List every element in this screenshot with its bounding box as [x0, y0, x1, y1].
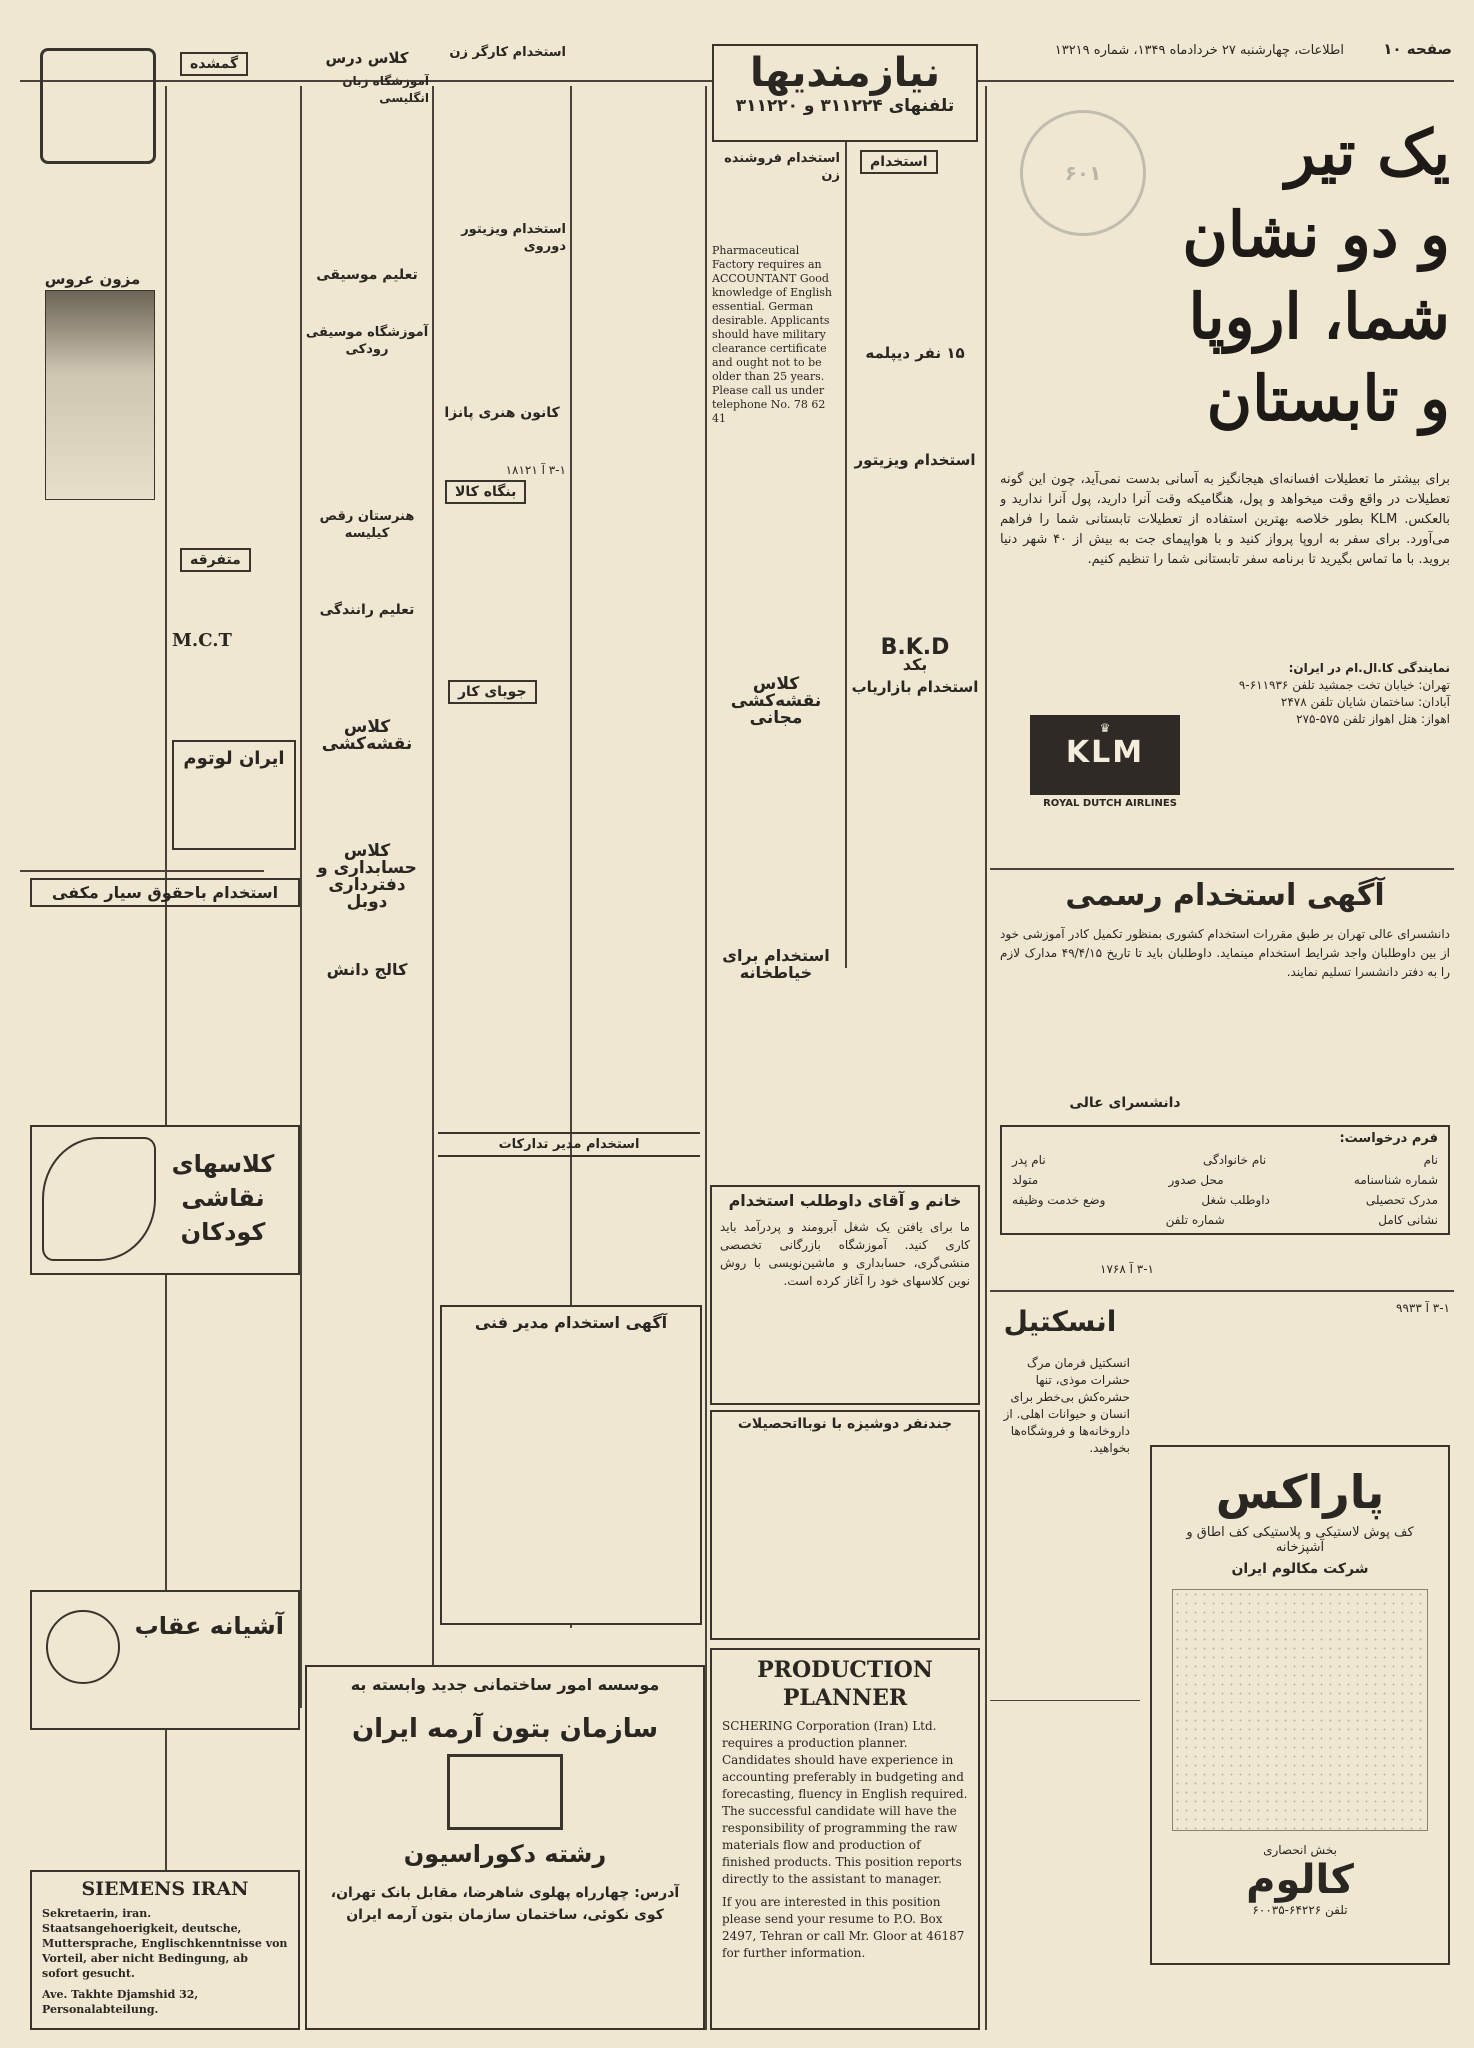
niazmandiha-banner: نیازمندیها تلفنهای ۳۱۱۲۲۴ و ۳۱۱۲۲۰: [712, 44, 978, 142]
bkd-logo: B.K.D: [880, 635, 950, 660]
sayyar-title: استخدام باحقوق سیار مکفی: [30, 878, 300, 907]
insktil-body: انسکتیل فرمان مرگ حشرات موذی، تنها حشره‌کش بی‌خطر برای انسان و حیوانات اهلی. از داروخانه‌ها و فروشگاه‌ها بخواهید.: [1003, 1356, 1130, 1455]
page-number: صفحه ۱۰: [1383, 40, 1452, 58]
section-tag-jooyaye-kar: جویای کار: [448, 680, 537, 704]
ashianeh-oghab-ad: آشیانه عقاب: [30, 1590, 300, 1730]
col-e-ads: ۱۵ نفر دیپلمه استخدام ویزیتور B.K.D بکد استخدام بازاریاب: [851, 344, 979, 696]
tile-floor-illustration: [1172, 1589, 1428, 1831]
right-small-ads: ۳-۱ آ ۹۹۳۳: [1396, 1301, 1450, 1315]
col-c-ads: استخدام کارگر زن استخدام ویزیتور دوروی کانون هنری پانزا ۳-۱ آ ۱۸۱۲۱: [444, 45, 566, 477]
kids-painting-ad: کلاسهای نقاشی کودکان: [30, 1125, 300, 1275]
top-left-stamp: [40, 48, 156, 164]
wedding-title: مزون عروس: [44, 270, 141, 288]
klm-body: برای بیشتر ما تعطیلات افسانه‌ای هیجانگیز به آسانی بدست نمی‌آید، چون این گونه تعطیلات در واقع وقت میخواهد و پول، هنگامیکه وقت آنرا دارید، پول آنرا ندارید و بالعکس. KLM بطور خلاصه بهترین استفاده از تعطیلات تابستانی شما را فراهم می‌آورد. برای سفر به اروپا پرواز کنید و با هواپیمای جت به بیش از ۴۰ شهر دنیا بروید. با ما تماس بگیرید تا برنامه سفر تابستانی شما را تنظیم کنیم.: [1000, 472, 1450, 567]
iran-lotum-ad: ایران لوتوم: [172, 740, 296, 850]
section-tag-estekhdam: استخدام: [860, 150, 938, 174]
production-planner-ad: PRODUCTION PLANNER SCHERING Corporation (Iran) Ltd. requires a production planner. Candidates should have experience in accounting preferably in budgeting and forecasting, fluency in English required. The successful candidate will have the responsibility of programming the raw materials flow and production of finished products. This position reports directly to the assistant to manager. If you are interested in this position please send your resume to P.O. Box 2497, Tehran or call Mr. Gloor at 46187 for further information.: [710, 1648, 980, 2030]
misc-ads-right: [990, 1700, 1140, 2000]
tadarokat-ad-title: استخدام مدیر تدارکات: [438, 1132, 700, 1157]
khanom-ad: خانم و آقای داوطلب استخدام ما برای یافتن یک شغل آبرومند و پردرآمد باید کاری کنید. آموزشگاه بازرگانی تخصصی منشی‌گری، حسابداری و ماشین‌نویسی با روش نوین کلاسهای خود را آغاز کرده است.: [710, 1185, 980, 1405]
official-ad-signature: دانشسرای عالی: [1069, 1095, 1181, 1111]
official-ad-body: دانشسرای عالی تهران بر طبق مقررات استخدام کشوری بمنظور تکمیل کادر آموزشی خود از بین داوطلبان واجد شرایط استخدام مینماید. داوطلبان باید تا تاریخ ۴۹/۴/۱۵ مدارک لازم را به دفتر دانشسرا تسلیم نمایند.: [1000, 927, 1450, 979]
faded-stamp: ۶۰۱: [1020, 110, 1146, 236]
dove-illustration: [42, 1137, 156, 1261]
beton-armeh-logo: [447, 1754, 563, 1830]
modir-fanni-ad: آگهی استخدام مدیر فنی: [440, 1305, 702, 1625]
klm-headline: یک تیر و دو نشان شما، اروپا و تابستان: [1182, 116, 1450, 435]
siemens-ad: SIEMENS IRAN Sekretaerin, iran. Staatsangehoerigkeit, deutsche, Muttersprache, Englischkenntnisse von Vorteil, aber nicht Bedingung, ab sofort gesucht. Ave. Takhte Djamshid 32, Personalabteilung.: [30, 1870, 300, 2030]
application-form: فرم درخواست: نام نام خانوادگی نام پدر شماره شناسنامه محل صدور متولد مدرک تحصیلی داوطلب شغل وضع خدمت وظیفه نشانی کامل شماره تلفن: [1000, 1125, 1450, 1235]
official-ad-title: آگهی استخدام رسمی: [1065, 878, 1385, 913]
col-a-ads: [172, 90, 296, 560]
publisher-logo: [46, 1610, 120, 1684]
pharma-ad: Pharmaceutical Factory requires an ACCOUNTANT Good knowledge of English essential. German desirable. Applicants should have military clearance certificate and ought not to be older than 25 years. Please call us under telephone No. 78 62 41: [712, 244, 833, 425]
col-d-ads: استخدام فروشنده زن Pharmaceutical Factory requires an ACCOUNTANT Good knowledge of English essential. German desirable. Applicants should have military clearance certificate and ought not to be older than 25 years. Please call us under telephone No. 78 62 41 کلاس نقشه‌کشی مجانی استخدام برای خیاطخانه: [712, 151, 840, 982]
mct-logo: M.C.T: [172, 630, 232, 651]
section-tag-gomshodeh: گمشده: [180, 52, 248, 76]
chand-nafar-ad: جندنفر دوشیزه با نوبااتحصیلات: [710, 1410, 980, 1640]
klm-logo: ♛ KLM: [1030, 715, 1180, 795]
klm-sub: ROYAL DUTCH AIRLINES: [1043, 798, 1177, 809]
beton-armeh-ad: موسسه امور ساختمانی جدید وابسته به سازمان بتون آرمه ایران رشته دکوراسیون آدرس: چهارراه پهلوی شاهرضا، مقابل بانک تهران، کوی نکوئی، ساختمان سازمان بتون آرمه ایران: [305, 1665, 705, 2030]
klm-agents: نمایندگی کا.ال.ام در ایران: تهران: خیابان تخت جمشید تلفن ۶۱۱۹۳۶-۹ آبادان: ساختمان شایان تلفن ۲۴۷۸ اهواز: هتل اهواز تلفن ۵۷۵-۲۷۵: [1238, 661, 1450, 726]
bride-photo: [45, 290, 155, 500]
section-tag-bongah: بنگاه کالا: [445, 480, 526, 504]
insktil-title: انسکتیل: [1003, 1305, 1117, 1338]
section-tag-motefareghe: متفرقه: [180, 548, 251, 572]
col-b-ads: کلاس درس آموزشگاه زبان انگلیسی تعلیم موسیقی آموزشگاه موسیقی رودکی هنرستان رقص کیلیسه تعلیم رانندگی کلاس نقشه‌کشی کلاس حسابداری و دفترداری دوبل کالج دانش: [305, 49, 429, 979]
official-ad-code: ۳-۱ آ ۱۷۶۸: [1100, 1262, 1154, 1276]
date-line: اطلاعات، چهارشنبه ۲۷ خردادماه ۱۳۴۹، شماره ۱۳۲۱۹: [1054, 43, 1344, 58]
parax-ad: پاراکس کف پوش لاستیکی و پلاستیکی کف اطاق و آشپزخانه شرکت مکالوم ایران بخش انحصاری کالوم تلفن ۶۴۲۲۶-۶۰۰۳۵: [1150, 1445, 1450, 1965]
